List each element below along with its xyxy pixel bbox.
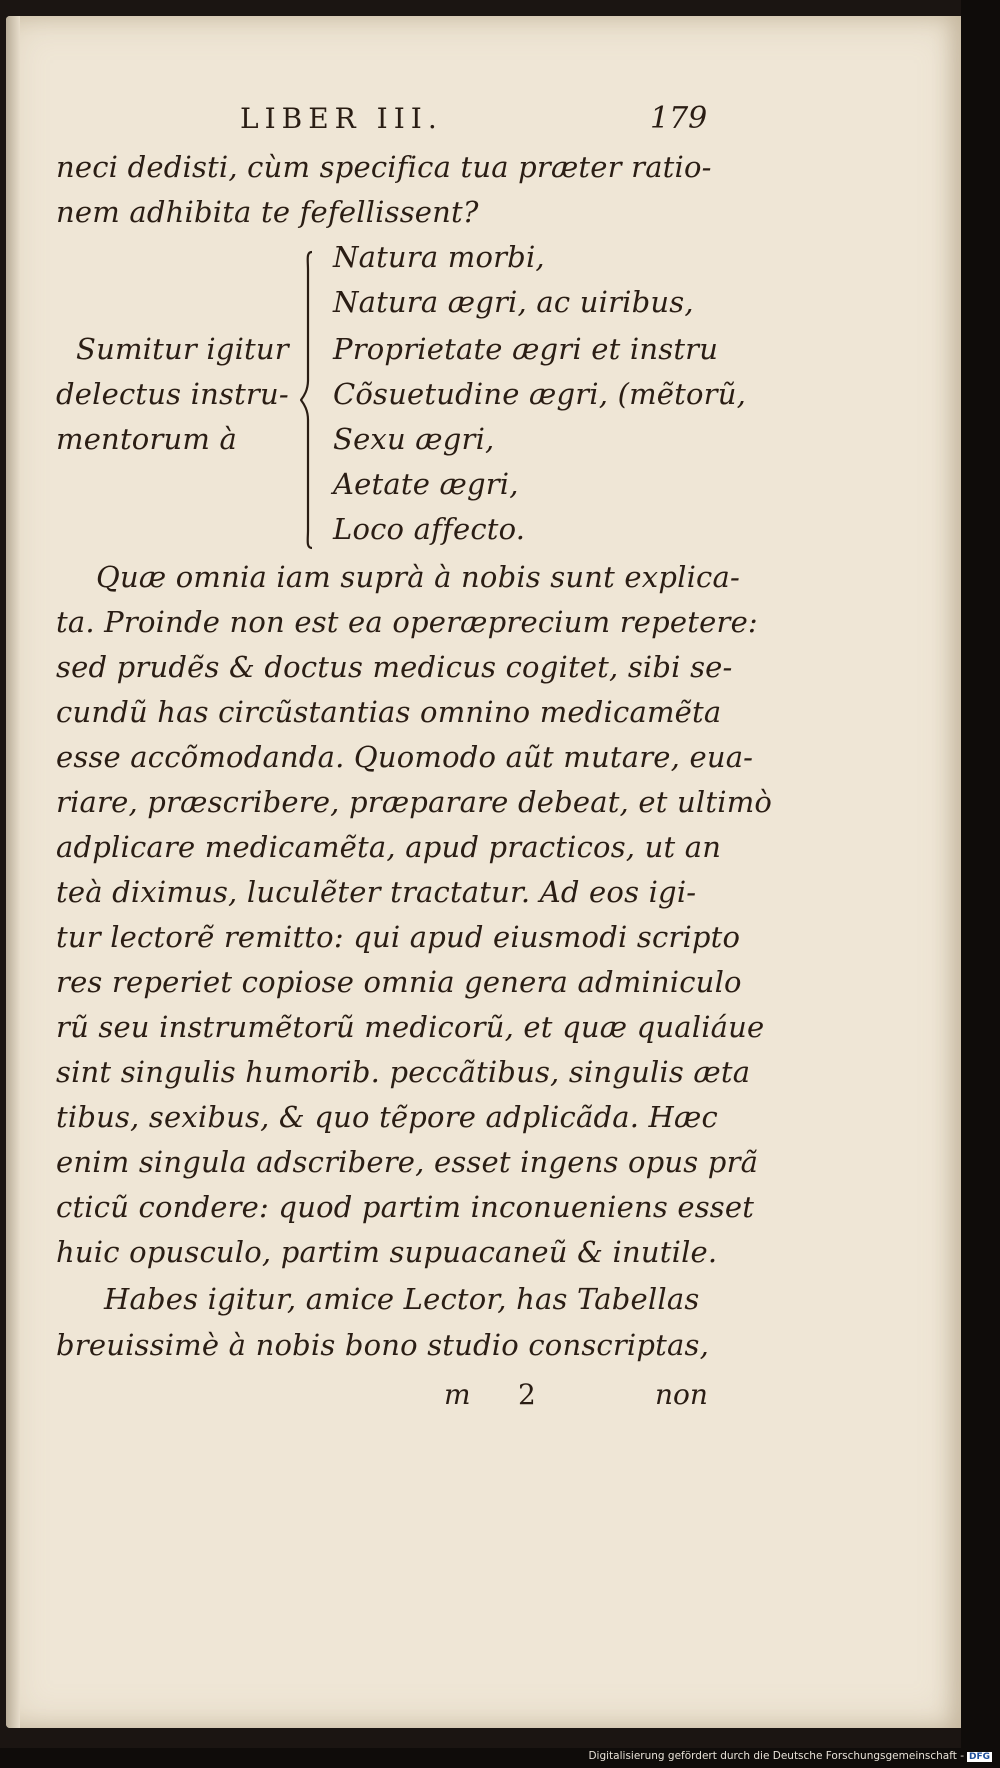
text-line: adplicare medicamẽta, apud practicos, ut an: [56, 830, 722, 864]
text-line: teà diximus, luculẽter tractatur. Ad eos igi-: [56, 875, 697, 909]
table-left-label: delectus instru-: [56, 377, 289, 411]
table-left-label: mentorum à: [56, 422, 237, 456]
text-line: cticũ condere: quod partim inconueniens esset: [56, 1190, 755, 1224]
table-item: Loco affecto.: [333, 512, 526, 546]
table-item: Natura morbi,: [333, 240, 545, 274]
table-item: Proprietate ægri et instru: [333, 332, 719, 366]
signature-mark: m: [444, 1378, 471, 1411]
text-line: breuissimè à nobis bono studio conscriptas,: [56, 1328, 710, 1362]
text-line: cundũ has circũstantias omnino medicamẽta: [56, 695, 722, 729]
text-line: neci dedisti, cùm specifica tua præter ratio-: [56, 150, 712, 184]
table-item: Sexu ægri,: [333, 422, 495, 456]
text-line: sed prudẽs & doctus medicus cogitet, sibi se-: [56, 650, 733, 684]
text-line: rũ seu instrumẽtorũ medicorũ, et quæ qualiáue: [56, 1010, 765, 1044]
table-item: Natura ægri, ac uiribus,: [333, 285, 694, 319]
text-line: esse accõmodanda. Quomodo aũt mutare, eua-: [56, 740, 754, 774]
text-line: tibus, sexibus, & quo tẽpore adplicãda. Hæc: [56, 1100, 718, 1134]
table-left-label: Sumitur igitur: [76, 332, 289, 366]
text-line: Quæ omnia iam suprà à nobis sunt explica-: [96, 560, 740, 594]
table-item: Aetate ægri,: [333, 467, 519, 501]
text-line: sint singulis humorib. peccãtibus, singulis æta: [56, 1055, 751, 1089]
text-line: riare, præscribere, præparare debeat, et ultimò: [56, 785, 773, 819]
page-edge: [6, 16, 20, 1728]
page-number: 179: [650, 101, 708, 136]
running-title: LIBER III.: [240, 102, 443, 135]
text-line: Habes igitur, amice Lector, has Tabellas: [104, 1282, 700, 1316]
table-item: Cõsuetudine ægri, (mẽtorũ,: [333, 377, 747, 411]
text-line: huic opusculo, partim supuacaneũ & inutile.: [56, 1235, 718, 1269]
digitization-credit: [588, 1750, 992, 1762]
dfg-logo: DFG: [968, 1752, 990, 1762]
scan-background-right: [961, 0, 1000, 1768]
catchword: non: [655, 1378, 708, 1411]
text-line: tur lectorẽ remitto: qui apud eiusmodi scripto: [56, 920, 741, 954]
bracket-brace: [300, 250, 314, 550]
signature-number: 2: [518, 1378, 536, 1411]
text-line: enim singula adscribere, esset ingens opus prã: [56, 1145, 759, 1179]
text-line: nem adhibita te fefellissent?: [56, 195, 479, 229]
credit-text: Digitalisierung gefördert durch die Deutsche Forschungsgemeinschaft -: [588, 1750, 964, 1762]
text-line: ta. Proinde non est ea operæprecium repetere:: [56, 605, 758, 639]
text-line: res reperiet copiose omnia genera adminiculo: [56, 965, 742, 999]
